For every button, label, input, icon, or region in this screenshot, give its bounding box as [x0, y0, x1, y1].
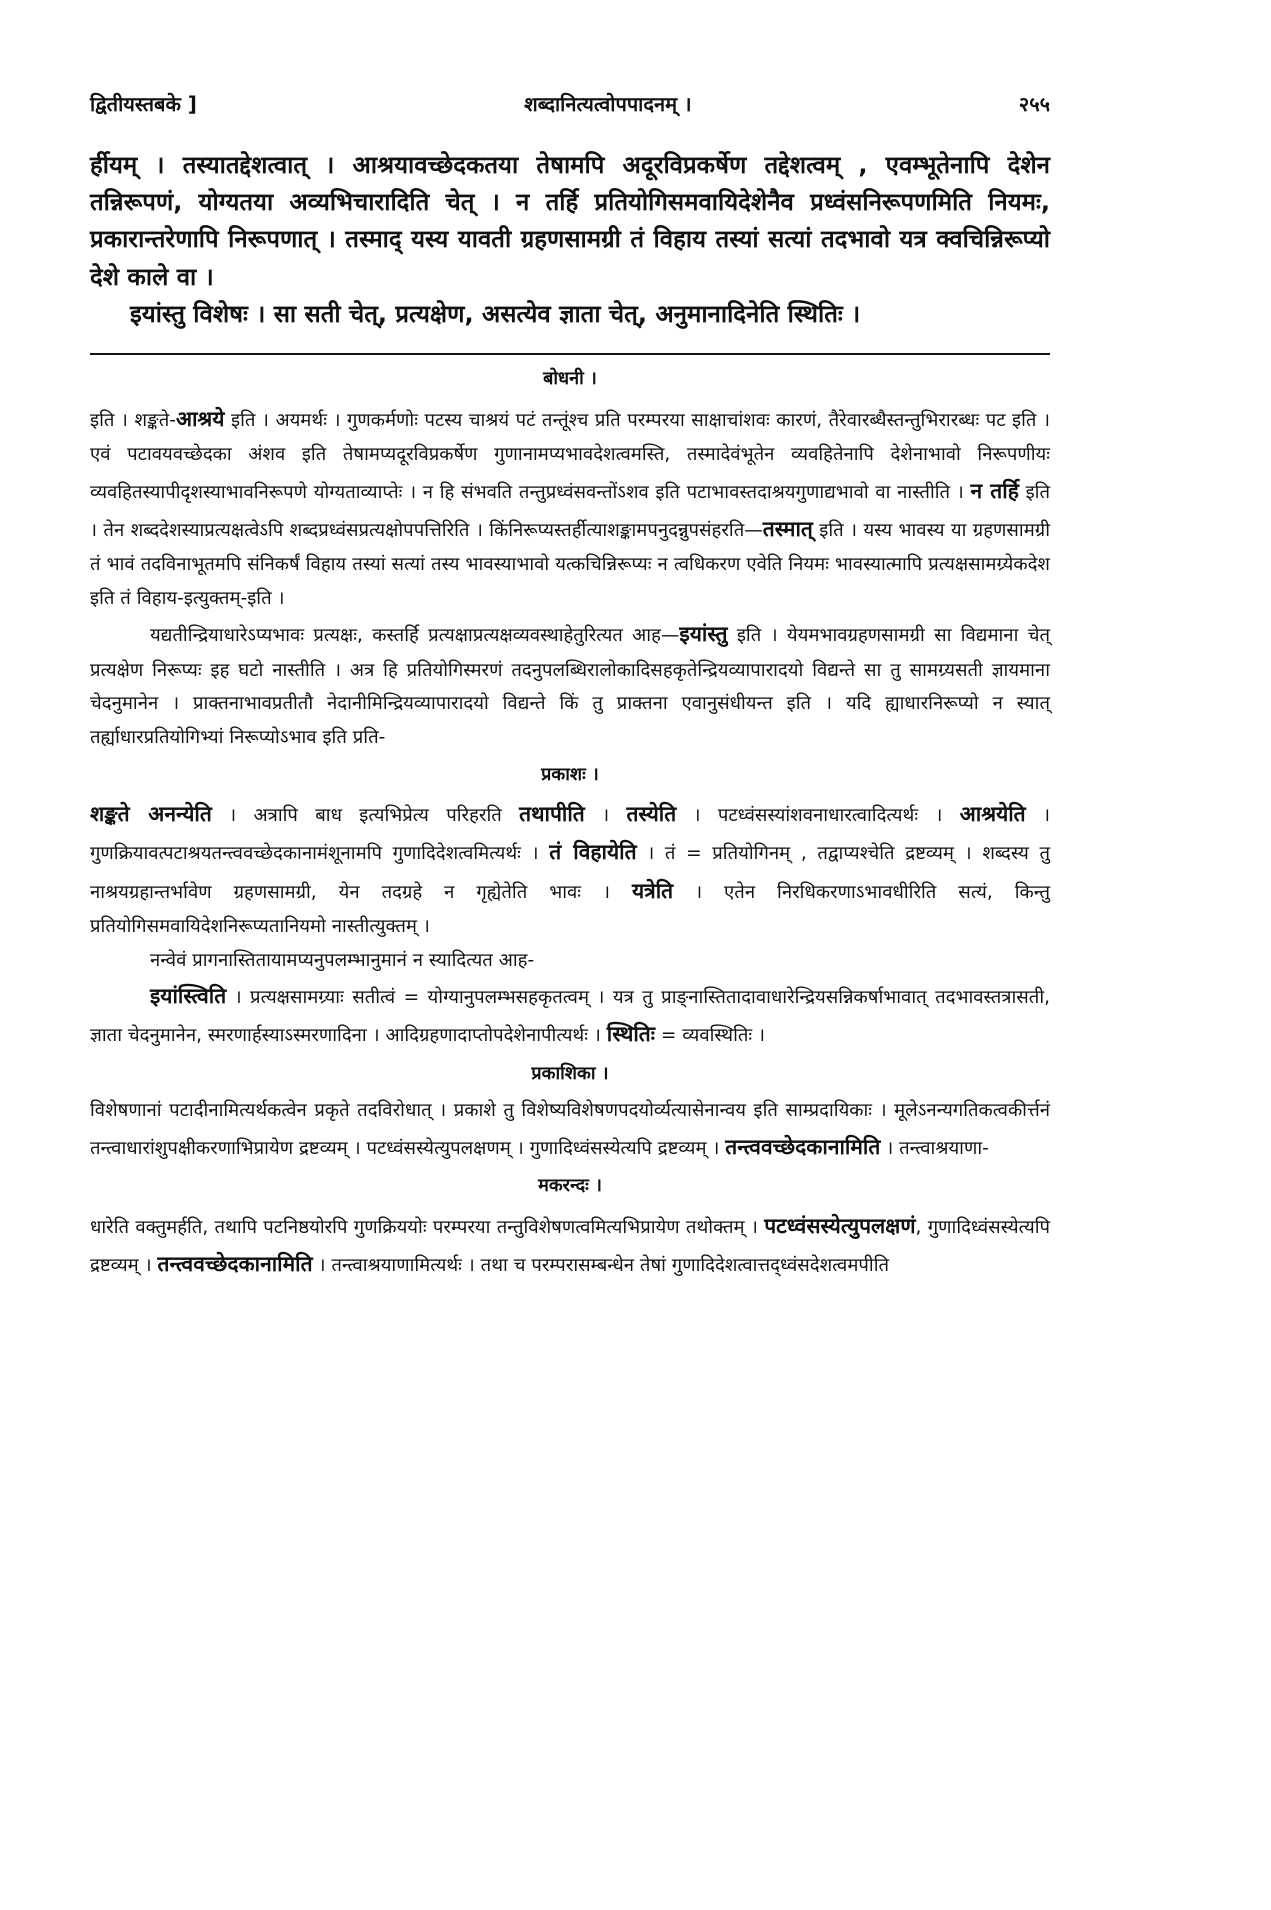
- main-text-para: इयांस्तु विशेषः । सा सती चेत्, प्रत्यक्षेण, असत्येव ज्ञाता चेत्, अनुमानादिनेति स्थितिः ।: [130, 299, 861, 328]
- section-heading: शब्दानित्यत्वोपपादनम् ।: [524, 92, 692, 116]
- bodhini-title: बोधनी ।: [543, 367, 597, 389]
- pratika: न तर्हि: [970, 478, 1019, 503]
- divider: [90, 353, 1050, 355]
- pratika: यत्रेति: [631, 878, 674, 903]
- main-text-para: र्हीयम् । तस्यातद्देशत्वात् । आश्रयावच्छेदकतया तेषामपि अदूरविप्रकर्षेण तद्देशत्वम् , एवम्भूतेनापि देशेन तन्निरूपणं, योग्यतया अव्यभिचारादिति चेत् । न तर्हि प्रतियोगिसमवायिदेशेनैव प्रध्वंसनिरूपणमिति नियमः, प्रकारान्तरेणापि निरूपणात् । तस्माद् यस्य यावती ग्रहणसामग्री तं विहाय तस्यां सत्यां तदभावो यत्र क्वचिन्निरूप्यो देशे काले वा ।: [90, 151, 1050, 291]
- chapter-label: द्वितीयस्तबके ]: [90, 92, 197, 116]
- prakashika-para: [90, 1094, 1050, 1166]
- text-run: यद्यतीन्द्रियाधारेऽप्यभावः प्रत्यक्षः, कस्तर्हि प्रत्यक्षाप्रत्यक्षव्यवस्थाहेतुरित्यत आह—: [150, 625, 680, 647]
- pratika: तथापीति: [519, 802, 585, 827]
- text-run: । एतेन निरधिकरणाऽभावधीरिति सत्यं, किन्तु प्रतियोगिसमवायिदेशनिरूप्यतानियमो नास्तीत्युक्तम् ।: [90, 881, 1050, 937]
- makaranda-para: [90, 1207, 1050, 1283]
- pratika: पटध्वंसस्येत्युपलक्षणं: [764, 1214, 916, 1239]
- text-run: , गुणादिध्वंसस्येत्यपि द्रष्टव्यम् ।: [90, 1217, 1051, 1277]
- page-number: २५५: [1018, 92, 1050, 116]
- text-run: । तं = प्रतियोगिनम् , तद्वाप्यश्चेति द्रष्टव्यम् । शब्दस्य तु नाश्रयग्रहान्तर्भावेण ग्रहणसामग्री, येन तदग्रहे न गृह्येतेति भावः ।: [90, 843, 1051, 903]
- pratika: आश्रये: [175, 406, 225, 431]
- bodhini-para: [90, 400, 1050, 616]
- pratika: तं विहायेति: [549, 840, 637, 865]
- prakasha-para: [90, 977, 1050, 1053]
- pratika: आश्रयेति: [959, 802, 1026, 827]
- bodhini-para: [90, 615, 1050, 754]
- main-text: [90, 147, 1050, 333]
- pratika: इयांस्तु: [679, 622, 728, 647]
- text-run: विशेषणानां पटादीनामित्यर्थकत्वेन प्रकृते तदविरोधात् । प्रकाशे तु विशेष्यविशेषणपदयोर्व्यत्यासेनान्वय इति साम्प्रदायिकाः । मूलेऽनन्यगतिकत्वकीर्त्तनं तन्त्वाधारांशुपक्षीकरणाभिप्रायेण द्रष्टव्यम् । पटध्वंसस्येत्युपलक्षणम् । गुणादिध्वंसस्येत्यपि द्रष्टव्यम् ।: [90, 1100, 1050, 1160]
- prakasha-para: नन्वेवं प्रागनास्तितायामप्यनुपलम्भानुमानं न स्यादित्यत आह-: [150, 949, 535, 971]
- pratika: इयांस्त्विति: [150, 984, 227, 1009]
- text-run: इति । तेन शब्ददेशस्याप्रत्यक्षत्वेऽपि शब्दप्रध्वंसप्रत्यक्षोपपत्तिरिति । किंनिरूप्यस्तर्हीत्याशङ्कामपनुदन्नुपसंहरति—: [90, 481, 1050, 541]
- running-header: [90, 90, 1050, 117]
- text-run: । प्रत्यक्षसामग्र्याः सतीत्वं = योग्यानुपलम्भसहकृतत्वम् । यत्र तु प्राङ्नास्तितादावाधारेन्द्रियसन्निकर्षाभावात् तदभावस्तत्रासती, ज्ञाता चेदनुमानेन, स्मरणार्हस्याऽस्मरणादिना । आदिग्रहणादाप्तोपदेशेनापीत्यर्थः ।: [90, 987, 1050, 1047]
- prakashika-commentary: [90, 1058, 1050, 1167]
- pratika: स्थितिः: [606, 1022, 656, 1047]
- prakasha-para: [90, 795, 1050, 943]
- text-run: इति । येयमभावग्रहणसामग्री सा विद्यमाना चेत् प्रत्यक्षेण निरूप्यः इह घटो नास्तीति । अत्र हि प्रतियोगिस्मरणं तदनुपलब्धिरालोकादिसहकृतेन्द्रियव्यापारादयो विद्यन्ते सा तु सामग्र्यसती ज्ञायमाना चेदनुमानेन । प्राक्तनाभावप्रतीतौ नेदानीमिन्द्रियव्यापारादयो विद्यन्ते किं तु प्राक्तना एवानुसंधीयन्त इति । यदि ह्याधारनिरूप्यो न स्यात् तर्ह्याधारप्रतियोगिभ्यां निरूप्योऽभाव इति प्रति-: [90, 625, 1050, 748]
- text-run: ।: [584, 805, 627, 827]
- makaranda-title: मकरन्दः ।: [538, 1175, 602, 1197]
- pratika: शङ्कते अनन्येति: [90, 802, 212, 827]
- text-run: = व्यवस्थितिः ।: [655, 1025, 766, 1047]
- text-run: धारेति वक्तुमर्हति, तथापि पटनिष्ठयोरपि गुणक्रिययोः परम्परया तन्तुविशेषणत्वमित्यभिप्रायेण तथोक्तम् ।: [90, 1217, 765, 1239]
- bodhini-commentary: [90, 363, 1050, 755]
- pratika: तस्मात्: [762, 516, 813, 541]
- makaranda-commentary: [90, 1170, 1050, 1283]
- prakashika-title: प्रकाशिका ।: [531, 1062, 609, 1084]
- page: [90, 90, 1050, 1880]
- text-run: । अत्रापि बाध इत्यभिप्रेत्य परिहरति: [211, 805, 520, 827]
- pratika: तन्त्ववच्छेदकानामिति: [157, 1252, 313, 1277]
- text-run: । पटध्वंसस्यांशवनाधारत्वादित्यर्थः ।: [676, 805, 960, 827]
- pratika: तस्येति: [626, 802, 677, 827]
- text-run: इति । अयमर्थः । गुणकर्मणोः पटस्य चाश्रयं पटं तन्तूंश्च प्रति परम्परया साक्षाचांशवः कारणं, तैरेवारब्धैस्तन्तुभिरारब्धः पट इति । एवं पटावयवच्छेदका अंशव इति तेषामप्यदूरविप्रकर्षेण गुणानामप्यभावदेशत्वमस्ति, तस्मादेवंभूतेन व्यवहितेनापि देशेनाभावो निरूपणीयः व्यवहितस्यापीदृशस्याभावनिरूपणे योग्यताव्याप्तेः । न हि संभवति तन्तुप्रध्वंसवन्तोंऽशव इति पटाभावस्तदाश्रयगुणाद्यभावो वा नास्तीति ।: [90, 409, 1050, 503]
- text-run: । तन्त्वाश्रयाणामित्यर्थः । तथा च परम्परासम्बन्धेन तेषां गुणादिदेशत्वात्तद्ध्वंसदेशत्वमपीति: [312, 1255, 890, 1277]
- prakasha-commentary: [90, 759, 1050, 1054]
- text-run: । तन्त्वाश्रयाणा-: [880, 1138, 989, 1160]
- text-run: इति । शङ्कते-: [90, 409, 176, 431]
- text-run: इति । यस्य भावस्य या ग्रहणसामग्री तं भावं तदविनाभूतमपि संनिकर्षं विहाय तस्यां सत्यां तस्य भावस्याभावो यत्कचिन्निरूप्यः न त्वधिकरण एवेति नियमः भावस्यात्मापि प्रत्यक्षसामग्र्येकदेश इति तं विहाय-इत्युक्तम्-इति ।: [90, 519, 1051, 609]
- pratika: तन्त्ववच्छेदकानामिति: [725, 1135, 881, 1160]
- prakasha-title: प्रकाशः ।: [541, 763, 599, 785]
- text-run: । गुणक्रियावत्पटाश्रयतन्त्ववच्छेदकानामंशूनामपि गुणादिदेशत्वमित्यर्थः ।: [90, 805, 1050, 865]
